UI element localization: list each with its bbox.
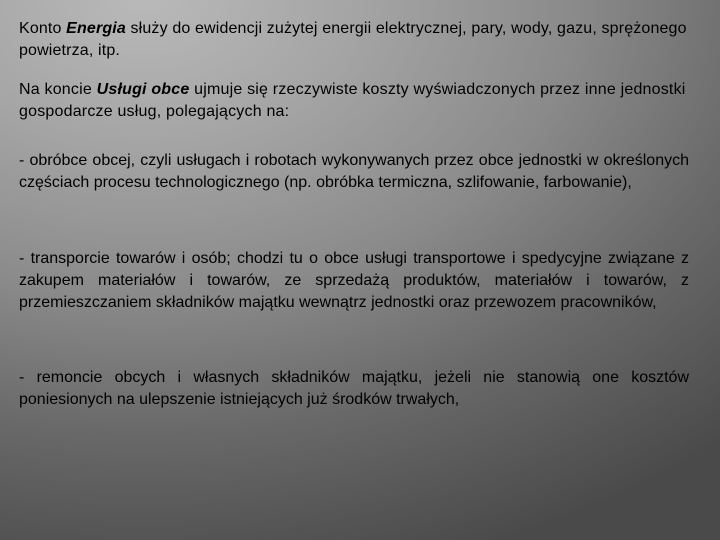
term-uslugi-obce: Usługi obce <box>96 81 190 98</box>
paragraph-energia <box>19 18 689 62</box>
term-energia: Energia <box>66 20 126 37</box>
list-item-remont: - remoncie obcych i własnych składników majątku, jeżeli nie stanowią one kosztów poniesionych na ulepszenie istniejących już środków trwałych, <box>19 369 689 408</box>
list-item-obrobka-obca: - obróbce obcej, czyli usługach i robotach wykonywanych przez obce jednostki w określonych częściach procesu technologicznego (np. obróbka termiczna, szlifowanie, farbowanie), <box>19 152 689 191</box>
paragraph-energia-text: służy do ewidencji zużytej energii elektrycznej, pary, wody, gazu, sprężonego powietrza, itp. <box>19 20 687 59</box>
list-item-transport: - transporcie towarów i osób; chodzi tu o obce usługi transportowe i spedycyjne związane z zakupem materiałów i towarów, ze sprzedażą produktów, materiałów i towarów, z przemieszczaniem składników majątku wewnątrz jednostki oraz przewozem pracowników, <box>19 250 689 311</box>
paragraph-uslugi-obce-intro: Na koncie <box>19 81 97 98</box>
paragraph-uslugi-obce-text: ujmuje się rzeczywiste koszty wyświadczonych przez inne jednostki gospodarcze usług, polegających na: <box>19 81 686 120</box>
paragraph-uslugi-obce <box>19 79 689 123</box>
paragraph-energia-intro: Konto <box>19 20 67 37</box>
